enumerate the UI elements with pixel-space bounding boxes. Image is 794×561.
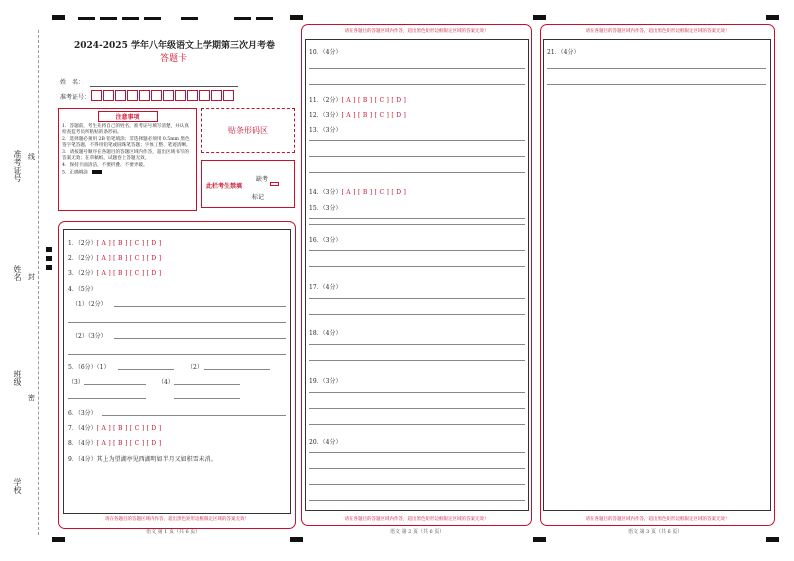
reg-mark — [122, 17, 139, 20]
q5-label: 5．（6分）（1） — [68, 364, 110, 371]
reg-mark — [234, 17, 251, 20]
reg-mark — [290, 15, 303, 20]
reg-mark — [52, 15, 65, 20]
id-label: 准考证号： — [60, 94, 91, 101]
side-char-secret: 密 — [28, 394, 35, 402]
reg-mark — [766, 15, 779, 20]
fill-sample-icon — [92, 170, 102, 174]
q7-options[interactable]: [ A ] [ B ] [ C ] [ D ] — [96, 425, 162, 432]
answer-line[interactable] — [114, 306, 286, 307]
reg-mark — [533, 15, 546, 20]
answer-line[interactable] — [102, 415, 286, 416]
id-cell[interactable] — [115, 90, 126, 101]
name-field[interactable] — [90, 86, 238, 87]
page-footer: 语文 第 3 页（共 6 页） — [628, 529, 683, 535]
reg-mark — [52, 537, 65, 542]
answer-line[interactable] — [309, 468, 525, 469]
q12-options[interactable]: [ A ] [ B ] [ C ] [ D ] — [341, 112, 407, 119]
answer-line[interactable] — [174, 384, 240, 385]
absent-mark-top: 缺考 — [256, 176, 269, 183]
q11-options[interactable]: [ A ] [ B ] [ C ] [ D ] — [341, 97, 407, 104]
answer-line[interactable] — [204, 369, 270, 370]
id-cell[interactable] — [163, 90, 174, 101]
q14-label: 14．（3分）[ A ] [ B ] [ C ] [ D ] — [309, 189, 407, 196]
barcode-area — [201, 108, 295, 153]
q12-label: 12．（3分）[ A ] [ B ] [ C ] [ D ] — [309, 112, 407, 119]
reg-mark — [46, 265, 52, 270]
answer-line[interactable] — [309, 452, 525, 453]
notice-item: 1．答题前，考生先将自己的姓名，准考证号填写清楚，并认真检查监考员所粘贴的条形码。 — [62, 124, 189, 135]
answer-line[interactable] — [309, 344, 525, 345]
absent-label: 此栏考生禁填 — [206, 183, 243, 190]
warning-text: 请在各题目的答题区域内作答，超出黑色矩形边框限定区域的答案无效！ — [105, 517, 249, 522]
notice-item: 5．正确填涂 — [62, 170, 88, 176]
answer-line[interactable] — [309, 392, 525, 393]
q5-3-label: （3） — [68, 379, 84, 386]
id-cell[interactable] — [151, 90, 162, 101]
q10-label: 10．（4分） — [309, 49, 342, 56]
id-cell[interactable] — [187, 90, 198, 101]
reg-mark — [181, 17, 198, 20]
absent-mark-bottom: 标记 — [252, 194, 265, 201]
q4-label: 4．（5分） — [68, 286, 97, 293]
id-cell[interactable] — [223, 90, 234, 101]
q6-label: 6．（3分） — [68, 410, 97, 417]
q1-options[interactable]: [ A ] [ B ] [ C ] [ D ] — [96, 240, 162, 247]
q9-label: 9．（4分）其上为望湖亭见西湖明如半月又如积雪未消。 — [68, 456, 217, 463]
warning-text: 请在各题目的答题区域内作答，超出黑色矩形边框限定区域的答案无效！ — [344, 517, 489, 522]
q21-label: 21．（4分） — [547, 49, 580, 56]
name-label: 姓 名： — [60, 79, 85, 86]
q4b-label: （2）（3分） — [72, 333, 107, 340]
answer-line[interactable] — [309, 424, 525, 425]
page-title: 2024-2025 学年八年级语文上学期第三次月考卷 — [74, 41, 275, 51]
answer-line[interactable] — [118, 369, 174, 370]
id-cell[interactable] — [211, 90, 222, 101]
q5-4-label: （4） — [158, 379, 174, 386]
answer-line[interactable] — [309, 68, 525, 69]
answer-line[interactable] — [114, 338, 286, 339]
q20-label: 20．（4分） — [309, 439, 342, 446]
q4a-label: （1）（2分） — [72, 301, 107, 308]
answer-line[interactable] — [309, 140, 525, 141]
id-cell[interactable] — [127, 90, 138, 101]
absent-box — [201, 160, 295, 208]
reg-mark — [766, 537, 779, 542]
q15-label: 15．（3分） — [309, 205, 342, 212]
answer-line[interactable] — [309, 156, 525, 157]
reg-mark — [144, 17, 161, 20]
answer-line[interactable] — [68, 354, 286, 355]
notice-item: 2．选择题必须用 2B 铅笔填涂；非选择题必须用 0.5mm 黑色签字笔答题，不得用铅笔或圆珠笔答题；字体工整、笔迹清晰。 — [62, 137, 191, 148]
reg-mark — [46, 256, 52, 261]
answer-line[interactable] — [84, 384, 146, 385]
barcode-label: 贴条形码区 — [228, 126, 268, 135]
q11-label: 11．（2分）[ A ] [ B ] [ C ] [ D ] — [309, 97, 407, 104]
q17-label: 17．（4分） — [309, 284, 342, 291]
answer-line[interactable] — [309, 360, 525, 361]
answer-line[interactable] — [309, 484, 525, 485]
answer-line[interactable] — [547, 84, 766, 85]
answer-line[interactable] — [68, 322, 286, 323]
reg-mark — [46, 247, 52, 252]
page-footer: 语文 第 1 页（共 6 页） — [146, 529, 201, 535]
answer-line[interactable] — [309, 224, 525, 225]
q14-options[interactable]: [ A ] [ B ] [ C ] [ D ] — [341, 189, 407, 196]
side-char-seal: 封 — [28, 273, 35, 281]
answer-line[interactable] — [68, 398, 146, 399]
q7-label: 7．（4分）[ A ] [ B ] [ C ] [ D ] — [68, 425, 162, 432]
q8-options[interactable]: [ A ] [ B ] [ C ] [ D ] — [96, 440, 162, 447]
side-label-class: 班级 — [13, 370, 22, 386]
id-cell[interactable] — [139, 90, 150, 101]
q2-label: 2．（2分）[ A ] [ B ] [ C ] [ D ] — [68, 255, 162, 262]
q13-label: 13．（3分） — [309, 127, 342, 134]
side-label-school: 学校 — [13, 478, 22, 494]
id-cell[interactable] — [103, 90, 114, 101]
page-subtitle: 答题卡 — [160, 54, 188, 64]
q18-label: 18．（4分） — [309, 330, 342, 337]
q1-label: 1．（2分）[ A ] [ B ] [ C ] [ D ] — [68, 240, 162, 247]
q2-options[interactable]: [ A ] [ B ] [ C ] [ D ] — [96, 255, 162, 262]
q8-label: 8．（4分）[ A ] [ B ] [ C ] [ D ] — [68, 440, 162, 447]
warning-text: 请在各题目的答题区域内作答，超出黑色矩形边框限定区域的答案无效！ — [585, 29, 730, 34]
notice-item: 3．请按题号顺序在各题目的答题区域内作答，超出区域书写的答案无效；在草稿纸、试题卷上答题无效。 — [62, 150, 189, 161]
answer-line[interactable] — [309, 408, 525, 409]
reg-mark — [290, 537, 303, 542]
notice-item: 4．保持卡面清洁，不要折叠、不要弄破。 — [62, 163, 148, 168]
id-cell[interactable] — [199, 90, 210, 101]
q3-options[interactable]: [ A ] [ B ] [ C ] [ D ] — [96, 270, 162, 277]
warning-text: 请在各题目的答题区域内作答，超出黑色矩形边框限定区域的答案无效！ — [585, 517, 730, 522]
id-cell[interactable] — [91, 90, 102, 101]
answer-line[interactable] — [309, 298, 525, 299]
q19-label: 19．（3分） — [309, 378, 342, 385]
answer-frame-col3 — [543, 39, 771, 511]
reg-mark — [78, 17, 95, 20]
answer-line[interactable] — [547, 68, 766, 69]
id-cell[interactable] — [175, 90, 186, 101]
binding-line — [38, 30, 39, 535]
absent-checkbox[interactable] — [270, 182, 279, 186]
side-label-id: 准考证号 — [13, 150, 22, 182]
answer-line[interactable] — [309, 84, 525, 85]
answer-line[interactable] — [309, 266, 525, 267]
reg-mark — [533, 537, 546, 542]
side-char-line: 线 — [28, 153, 35, 161]
q16-label: 16．（3分） — [309, 237, 342, 244]
answer-line[interactable] — [174, 398, 240, 399]
reg-mark — [100, 17, 117, 20]
notice-box — [58, 108, 197, 211]
answer-line[interactable] — [309, 250, 525, 251]
q3-label: 3．（2分）[ A ] [ B ] [ C ] [ D ] — [68, 270, 162, 277]
reg-mark — [256, 17, 273, 20]
side-label-name: 姓名 — [13, 265, 22, 281]
page-footer: 语文 第 2 页（共 6 页） — [390, 529, 445, 535]
warning-text: 请在各题目的答题区域内作答，超出黑色矩形边框限定区域的答案无效！ — [344, 29, 489, 34]
answer-line[interactable] — [309, 218, 525, 219]
notice-title: 注意事项 — [98, 111, 158, 122]
answer-line[interactable] — [309, 500, 525, 501]
answer-line[interactable] — [309, 314, 525, 315]
q5-2-label: （2） — [187, 364, 203, 371]
answer-line[interactable] — [309, 172, 525, 173]
